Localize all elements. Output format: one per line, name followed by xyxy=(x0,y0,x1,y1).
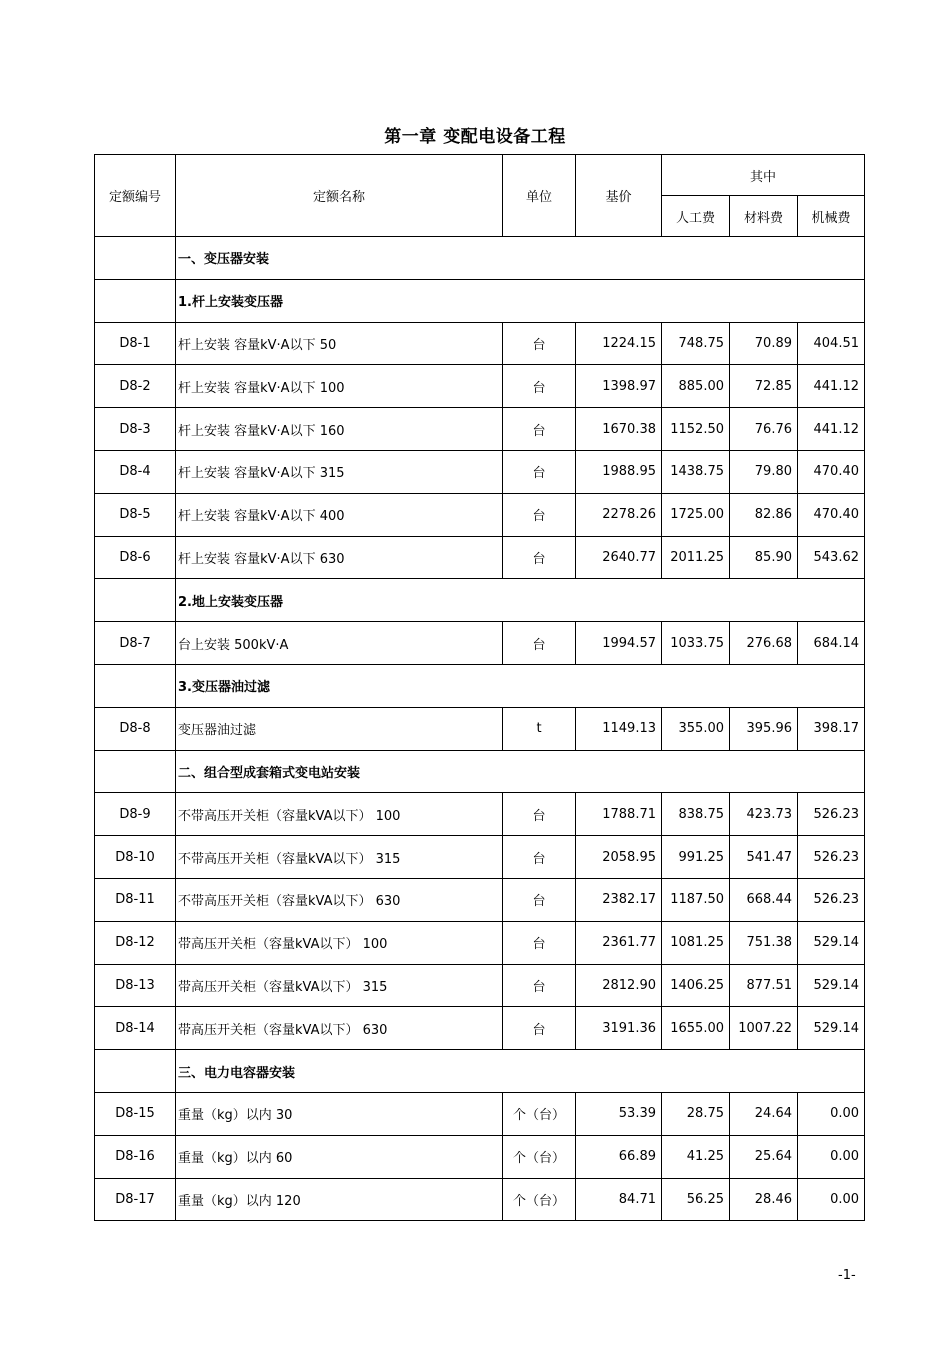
name-cell: 不带高压开关柜（容量kVA以下） 315 xyxy=(176,836,503,879)
code-cell: D8-4 xyxy=(95,450,176,493)
unit-cell: 个（台） xyxy=(503,1135,576,1178)
machine-cell: 441.12 xyxy=(798,365,865,408)
name-cell: 带高压开关柜（容量kVA以下） 630 xyxy=(176,1007,503,1050)
quota-table-body xyxy=(95,237,865,1221)
table-row xyxy=(95,322,865,365)
material-cell: 85.90 xyxy=(730,536,798,579)
material-cell: 751.38 xyxy=(730,921,798,964)
unit-cell: 个（台） xyxy=(503,1092,576,1135)
base-price-cell: 1670.38 xyxy=(576,408,662,451)
labor-cell: 1152.50 xyxy=(662,408,730,451)
material-cell: 25.64 xyxy=(730,1135,798,1178)
unit-cell: 台 xyxy=(503,493,576,536)
labor-cell: 1655.00 xyxy=(662,1007,730,1050)
table-row xyxy=(95,921,865,964)
machine-cell: 529.14 xyxy=(798,964,865,1007)
name-cell: 台上安装 500kV·A xyxy=(176,622,503,665)
table-row xyxy=(95,493,865,536)
code-cell: D8-9 xyxy=(95,793,176,836)
machine-cell: 529.14 xyxy=(798,921,865,964)
labor-cell: 1081.25 xyxy=(662,921,730,964)
code-cell: D8-1 xyxy=(95,322,176,365)
code-cell: D8-17 xyxy=(95,1178,176,1221)
name-cell: 杆上安装 容量kV·A以下 50 xyxy=(176,322,503,365)
header-of-which: 其中 xyxy=(662,155,865,196)
code-cell-empty xyxy=(95,1050,176,1093)
machine-cell: 526.23 xyxy=(798,878,865,921)
material-cell: 28.46 xyxy=(730,1178,798,1221)
code-cell: D8-12 xyxy=(95,921,176,964)
machine-cell: 441.12 xyxy=(798,408,865,451)
table-row xyxy=(95,707,865,750)
unit-cell: 台 xyxy=(503,878,576,921)
unit-cell: 台 xyxy=(503,322,576,365)
header-material: 材料费 xyxy=(730,196,798,237)
code-cell: D8-3 xyxy=(95,408,176,451)
labor-cell: 885.00 xyxy=(662,365,730,408)
machine-cell: 684.14 xyxy=(798,622,865,665)
table-row xyxy=(95,1092,865,1135)
machine-cell: 526.23 xyxy=(798,793,865,836)
labor-cell: 1033.75 xyxy=(662,622,730,665)
name-cell: 带高压开关柜（容量kVA以下） 100 xyxy=(176,921,503,964)
machine-cell: 0.00 xyxy=(798,1092,865,1135)
section-title: 一、变压器安装 xyxy=(176,237,865,280)
unit-cell: 台 xyxy=(503,622,576,665)
material-cell: 276.68 xyxy=(730,622,798,665)
table-row xyxy=(95,408,865,451)
base-price-cell: 2812.90 xyxy=(576,964,662,1007)
base-price-cell: 1398.97 xyxy=(576,365,662,408)
table-row xyxy=(95,450,865,493)
base-price-cell: 1788.71 xyxy=(576,793,662,836)
code-cell-empty xyxy=(95,750,176,793)
labor-cell: 1438.75 xyxy=(662,450,730,493)
section-title: 2.地上安装变压器 xyxy=(176,579,865,622)
base-price-cell: 2382.17 xyxy=(576,878,662,921)
base-price-cell: 2058.95 xyxy=(576,836,662,879)
base-price-cell: 84.71 xyxy=(576,1178,662,1221)
code-cell-empty xyxy=(95,237,176,280)
name-cell: 杆上安装 容量kV·A以下 630 xyxy=(176,536,503,579)
section-row xyxy=(95,750,865,793)
machine-cell: 470.40 xyxy=(798,493,865,536)
base-price-cell: 1994.57 xyxy=(576,622,662,665)
code-cell: D8-15 xyxy=(95,1092,176,1135)
section-row xyxy=(95,579,865,622)
labor-cell: 28.75 xyxy=(662,1092,730,1135)
labor-cell: 1725.00 xyxy=(662,493,730,536)
table-row xyxy=(95,836,865,879)
material-cell: 423.73 xyxy=(730,793,798,836)
code-cell: D8-6 xyxy=(95,536,176,579)
material-cell: 82.86 xyxy=(730,493,798,536)
name-cell: 杆上安装 容量kV·A以下 160 xyxy=(176,408,503,451)
base-price-cell: 2361.77 xyxy=(576,921,662,964)
machine-cell: 0.00 xyxy=(798,1135,865,1178)
name-cell: 杆上安装 容量kV·A以下 315 xyxy=(176,450,503,493)
table-row xyxy=(95,536,865,579)
code-cell: D8-11 xyxy=(95,878,176,921)
machine-cell: 543.62 xyxy=(798,536,865,579)
labor-cell: 2011.25 xyxy=(662,536,730,579)
code-cell: D8-10 xyxy=(95,836,176,879)
name-cell: 不带高压开关柜（容量kVA以下） 100 xyxy=(176,793,503,836)
unit-cell: t xyxy=(503,707,576,750)
material-cell: 1007.22 xyxy=(730,1007,798,1050)
header-unit: 单位 xyxy=(503,155,576,237)
section-row xyxy=(95,279,865,322)
code-cell: D8-5 xyxy=(95,493,176,536)
section-title: 二、组合型成套箱式变电站安装 xyxy=(176,750,865,793)
material-cell: 76.76 xyxy=(730,408,798,451)
machine-cell: 404.51 xyxy=(798,322,865,365)
section-row xyxy=(95,664,865,707)
section-title: 3.变压器油过滤 xyxy=(176,664,865,707)
table-row xyxy=(95,964,865,1007)
labor-cell: 41.25 xyxy=(662,1135,730,1178)
machine-cell: 526.23 xyxy=(798,836,865,879)
name-cell: 重量（kg）以内 60 xyxy=(176,1135,503,1178)
code-cell: D8-8 xyxy=(95,707,176,750)
base-price-cell: 2640.77 xyxy=(576,536,662,579)
header-labor: 人工费 xyxy=(662,196,730,237)
name-cell: 重量（kg）以内 30 xyxy=(176,1092,503,1135)
section-row xyxy=(95,1050,865,1093)
header-code: 定额编号 xyxy=(95,155,176,237)
material-cell: 668.44 xyxy=(730,878,798,921)
code-cell: D8-13 xyxy=(95,964,176,1007)
code-cell-empty xyxy=(95,664,176,707)
machine-cell: 529.14 xyxy=(798,1007,865,1050)
table-row xyxy=(95,1178,865,1221)
material-cell: 79.80 xyxy=(730,450,798,493)
labor-cell: 1187.50 xyxy=(662,878,730,921)
unit-cell: 台 xyxy=(503,964,576,1007)
chapter-title: 第一章 变配电设备工程 xyxy=(384,127,566,147)
table-row xyxy=(95,365,865,408)
base-price-cell: 66.89 xyxy=(576,1135,662,1178)
material-cell: 877.51 xyxy=(730,964,798,1007)
unit-cell: 台 xyxy=(503,450,576,493)
base-price-cell: 1988.95 xyxy=(576,450,662,493)
code-cell: D8-2 xyxy=(95,365,176,408)
header-base-price: 基价 xyxy=(576,155,662,237)
section-row xyxy=(95,237,865,280)
material-cell: 395.96 xyxy=(730,707,798,750)
base-price-cell: 1224.15 xyxy=(576,322,662,365)
base-price-cell: 1149.13 xyxy=(576,707,662,750)
unit-cell: 台 xyxy=(503,793,576,836)
code-cell-empty xyxy=(95,579,176,622)
table-row xyxy=(95,1135,865,1178)
unit-cell: 台 xyxy=(503,836,576,879)
unit-cell: 台 xyxy=(503,408,576,451)
name-cell: 重量（kg）以内 120 xyxy=(176,1178,503,1221)
table-row xyxy=(95,793,865,836)
name-cell: 不带高压开关柜（容量kVA以下） 630 xyxy=(176,878,503,921)
base-price-cell: 3191.36 xyxy=(576,1007,662,1050)
labor-cell: 838.75 xyxy=(662,793,730,836)
section-title: 1.杆上安装变压器 xyxy=(176,279,865,322)
labor-cell: 56.25 xyxy=(662,1178,730,1221)
unit-cell: 台 xyxy=(503,365,576,408)
unit-cell: 台 xyxy=(503,536,576,579)
material-cell: 72.85 xyxy=(730,365,798,408)
machine-cell: 398.17 xyxy=(798,707,865,750)
material-cell: 70.89 xyxy=(730,322,798,365)
table-row xyxy=(95,622,865,665)
material-cell: 24.64 xyxy=(730,1092,798,1135)
unit-cell: 台 xyxy=(503,921,576,964)
header-name: 定额名称 xyxy=(176,155,503,237)
table-row xyxy=(95,1007,865,1050)
base-price-cell: 53.39 xyxy=(576,1092,662,1135)
table-row xyxy=(95,878,865,921)
code-cell: D8-16 xyxy=(95,1135,176,1178)
labor-cell: 748.75 xyxy=(662,322,730,365)
code-cell-empty xyxy=(95,279,176,322)
name-cell: 杆上安装 容量kV·A以下 400 xyxy=(176,493,503,536)
quota-table xyxy=(94,154,865,1221)
labor-cell: 355.00 xyxy=(662,707,730,750)
name-cell: 带高压开关柜（容量kVA以下） 315 xyxy=(176,964,503,1007)
labor-cell: 1406.25 xyxy=(662,964,730,1007)
code-cell: D8-14 xyxy=(95,1007,176,1050)
material-cell: 541.47 xyxy=(730,836,798,879)
unit-cell: 个（台） xyxy=(503,1178,576,1221)
name-cell: 杆上安装 容量kV·A以下 100 xyxy=(176,365,503,408)
name-cell: 变压器油过滤 xyxy=(176,707,503,750)
page-number: -1- xyxy=(838,1268,856,1283)
machine-cell: 470.40 xyxy=(798,450,865,493)
base-price-cell: 2278.26 xyxy=(576,493,662,536)
section-title: 三、电力电容器安装 xyxy=(176,1050,865,1093)
unit-cell: 台 xyxy=(503,1007,576,1050)
header-machine: 机械费 xyxy=(798,196,865,237)
machine-cell: 0.00 xyxy=(798,1178,865,1221)
code-cell: D8-7 xyxy=(95,622,176,665)
labor-cell: 991.25 xyxy=(662,836,730,879)
